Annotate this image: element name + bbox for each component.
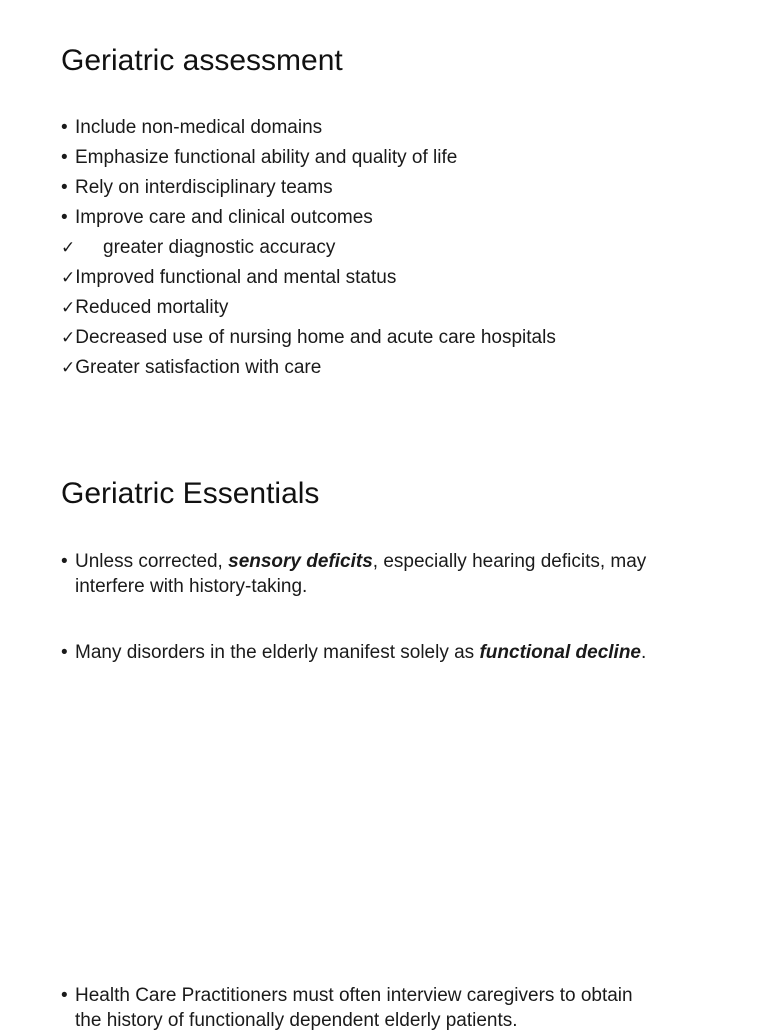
bullet-text-end: . xyxy=(641,642,647,663)
bullet-item xyxy=(61,641,646,665)
check-text: Decreased use of nursing home and acute care hospitals xyxy=(75,327,556,348)
bullet-icon: • xyxy=(61,207,68,228)
bullet-text: Include non-medical domains xyxy=(75,117,323,138)
checkmark-icon: ✓ xyxy=(61,298,76,318)
checkmark-icon: ✓ xyxy=(61,328,76,348)
bullet-text: the history of functionally dependent elderly patients. xyxy=(75,1010,518,1031)
bullet-continuation xyxy=(61,575,307,599)
bullet-icon: • xyxy=(61,177,68,198)
check-text: Reduced mortality xyxy=(75,297,229,318)
emphasis-functional-decline: functional decline xyxy=(479,642,641,663)
checkmark-icon: ✓ xyxy=(61,358,76,378)
check-item xyxy=(61,326,556,350)
emphasis-sensory-deficits: sensory deficits xyxy=(228,551,373,572)
bullet-icon: • xyxy=(61,117,68,138)
bullet-text: Improve care and clinical outcomes xyxy=(75,207,373,228)
bullet-item xyxy=(61,146,457,170)
bullet-item xyxy=(61,176,333,200)
bullet-text: Rely on interdisciplinary teams xyxy=(75,177,333,198)
checkmark-icon: ✓ xyxy=(61,238,76,258)
bullet-icon: • xyxy=(61,985,68,1006)
bullet-icon: • xyxy=(61,642,68,663)
bullet-continuation xyxy=(61,1009,518,1033)
bullet-item xyxy=(61,116,322,140)
bullet-icon: • xyxy=(61,551,68,572)
bullet-text: Health Care Practitioners must often interview caregivers to obtain xyxy=(75,985,633,1006)
bullet-text: interfere with history-taking. xyxy=(75,576,308,597)
bullet-text: Emphasize functional ability and quality of life xyxy=(75,147,458,168)
slide-title-geriatric-essentials: Geriatric Essentials xyxy=(61,477,320,510)
check-text: Improved functional and mental status xyxy=(75,267,397,288)
check-item xyxy=(61,236,335,260)
bullet-icon: • xyxy=(61,147,68,168)
check-item xyxy=(61,356,321,380)
slide-title-geriatric-assessment: Geriatric assessment xyxy=(61,44,343,77)
bullet-item xyxy=(61,550,646,574)
check-text: Greater satisfaction with care xyxy=(75,357,322,378)
bullet-text-start: Many disorders in the elderly manifest solely as xyxy=(75,642,480,663)
check-item xyxy=(61,296,228,320)
bullet-text-start: Unless corrected, xyxy=(75,551,229,572)
bullet-item xyxy=(61,206,373,230)
bullet-item xyxy=(61,984,633,1008)
check-item xyxy=(61,266,396,290)
checkmark-icon: ✓ xyxy=(61,268,76,288)
check-text: greater diagnostic accuracy xyxy=(103,237,336,258)
bullet-text-end: , especially hearing deficits, may xyxy=(372,551,647,572)
